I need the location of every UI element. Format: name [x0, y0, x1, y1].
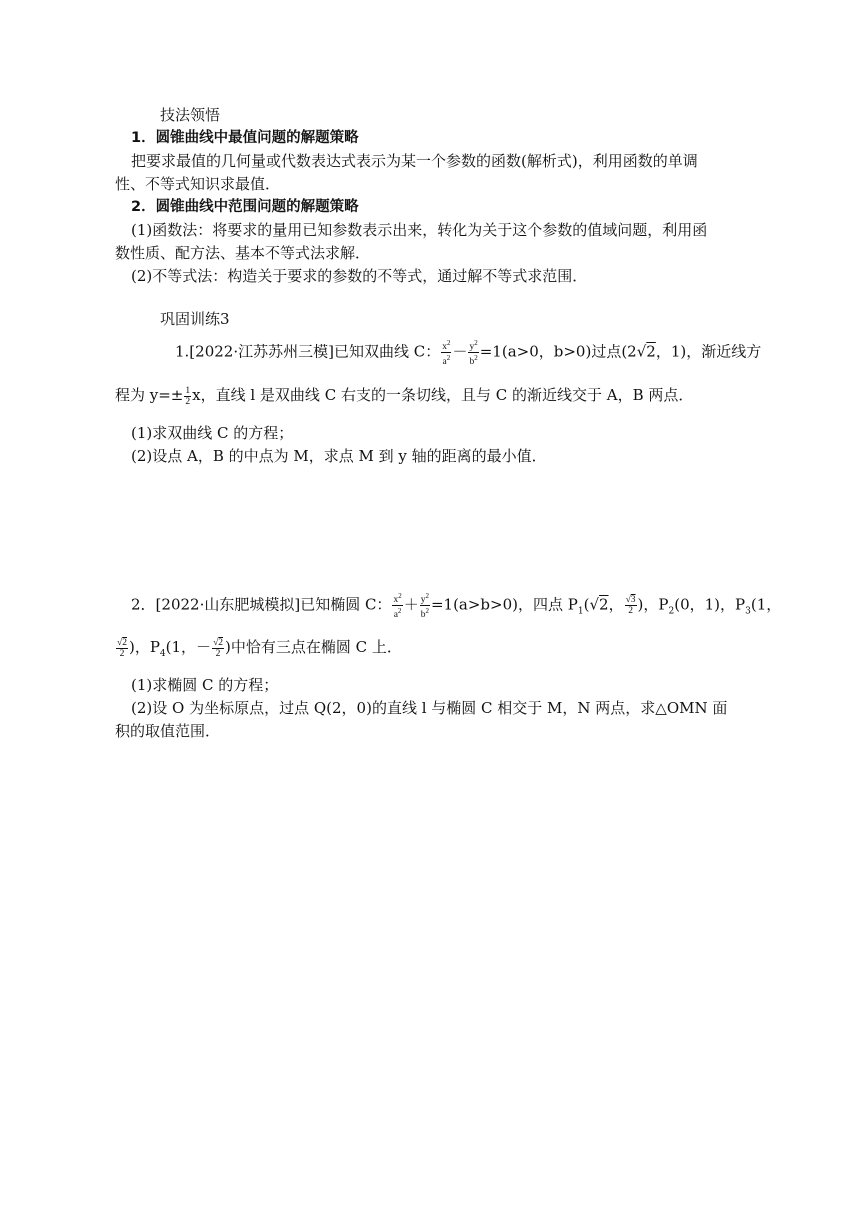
q1-point-end: ，1)，渐近线方	[655, 342, 762, 361]
tip1-line1: 把要求最值的几何量或代数表达式表示为某一个参数的函数(解析式)，利用函数的单调	[131, 152, 698, 170]
frac-sqrt3-over-2: $\frac{√3}{2}$	[625, 595, 636, 617]
tip1-line2: 性、不等式知识求最值．	[115, 175, 281, 193]
hyperbola-y-term: $\frac{y^2}{b^2}$	[469, 339, 478, 368]
q2-line2: $\frac{√2}{2}$ )，$P_4(1$，－ $\frac{√2}{2}$ )中恰有三点在椭圆 C 上．	[117, 637, 402, 659]
q2-sub2-line1: (2)设 O 为坐标原点，过点 Q(2，0)的直线 l 与椭圆 C 相交于 M，N 两点，求△OMN 面	[131, 699, 728, 717]
q1-sub2: (2)设点 A，B 的中点为 M，求点 M 到 y 轴的距离的最小值．	[131, 447, 547, 465]
q1-line1: 1.[2022·江苏苏州三模]已知双曲线 C： $\frac{x^2}{a^2}$ － $\frac{y^2}{b^2}$ =1(a>0，b>0)过点(2√2，1)，渐近线方	[175, 339, 762, 368]
sqrt-2: √2	[636, 342, 656, 361]
q1-line2: 程为 y=± $\frac{1}{2}$ x，直线 l 是双曲线 C 右支的一条切线，且与 C 的渐近线交于 A，B 两点．	[115, 385, 694, 407]
q2-sub2-line2: 积的取值范围．	[115, 722, 221, 740]
q2-line1: 2．[2022·山东肥城模拟]已知椭圆 C： $\frac{x^2}{a^2}$ ＋ $\frac{y^2}{b^2}$ =1(a>b>0)，四点 $P_1(√2$， $\frac{√3}{2}$ )，$P_2(0$，1)，$P_3(1$，	[131, 592, 782, 621]
tip2-method2: (2)不等式法：构造关于要求的参数的不等式，通过解不等式求范围．	[131, 267, 588, 285]
q1-sub1: (1)求双曲线 C 的方程；	[131, 424, 294, 442]
hyperbola-x-term: $\frac{x^2}{a^2}$	[442, 339, 451, 368]
frac-one-half: $\frac{1}{2}$	[185, 385, 191, 407]
tip2-heading: 2．圆锥曲线中范围问题的解题策略	[131, 199, 359, 215]
ellipse-x-term: $\frac{x^2}{a^2}$	[393, 592, 402, 621]
q2-sub1: (1)求椭圆 C 的方程；	[131, 676, 279, 694]
tip2-method1-line2: 数性质、配方法、基本不等式法求解．	[115, 244, 371, 262]
q1-condition: =1(a>0，b>0)过点(2	[479, 342, 637, 361]
tip1-heading: 1．圆锥曲线中最值问题的解题策略	[131, 130, 359, 146]
frac-sqrt2-over-2: $\frac{√2}{2}$	[117, 637, 127, 659]
q1-prefix: 1.[2022·江苏苏州三模]已知双曲线 C：	[175, 342, 441, 361]
section-title: 技法领悟	[160, 106, 221, 124]
practice-title: 巩固训练3	[160, 310, 230, 328]
tip2-method1-line1: (1)函数法：将要求的量用已知参数表示出来，转化为关于这个参数的值域问题，利用函	[131, 221, 708, 239]
frac-sqrt2-over-2-b: $\frac{√2}{2}$	[213, 637, 224, 659]
ellipse-y-term: $\frac{y^2}{b^2}$	[420, 592, 429, 621]
